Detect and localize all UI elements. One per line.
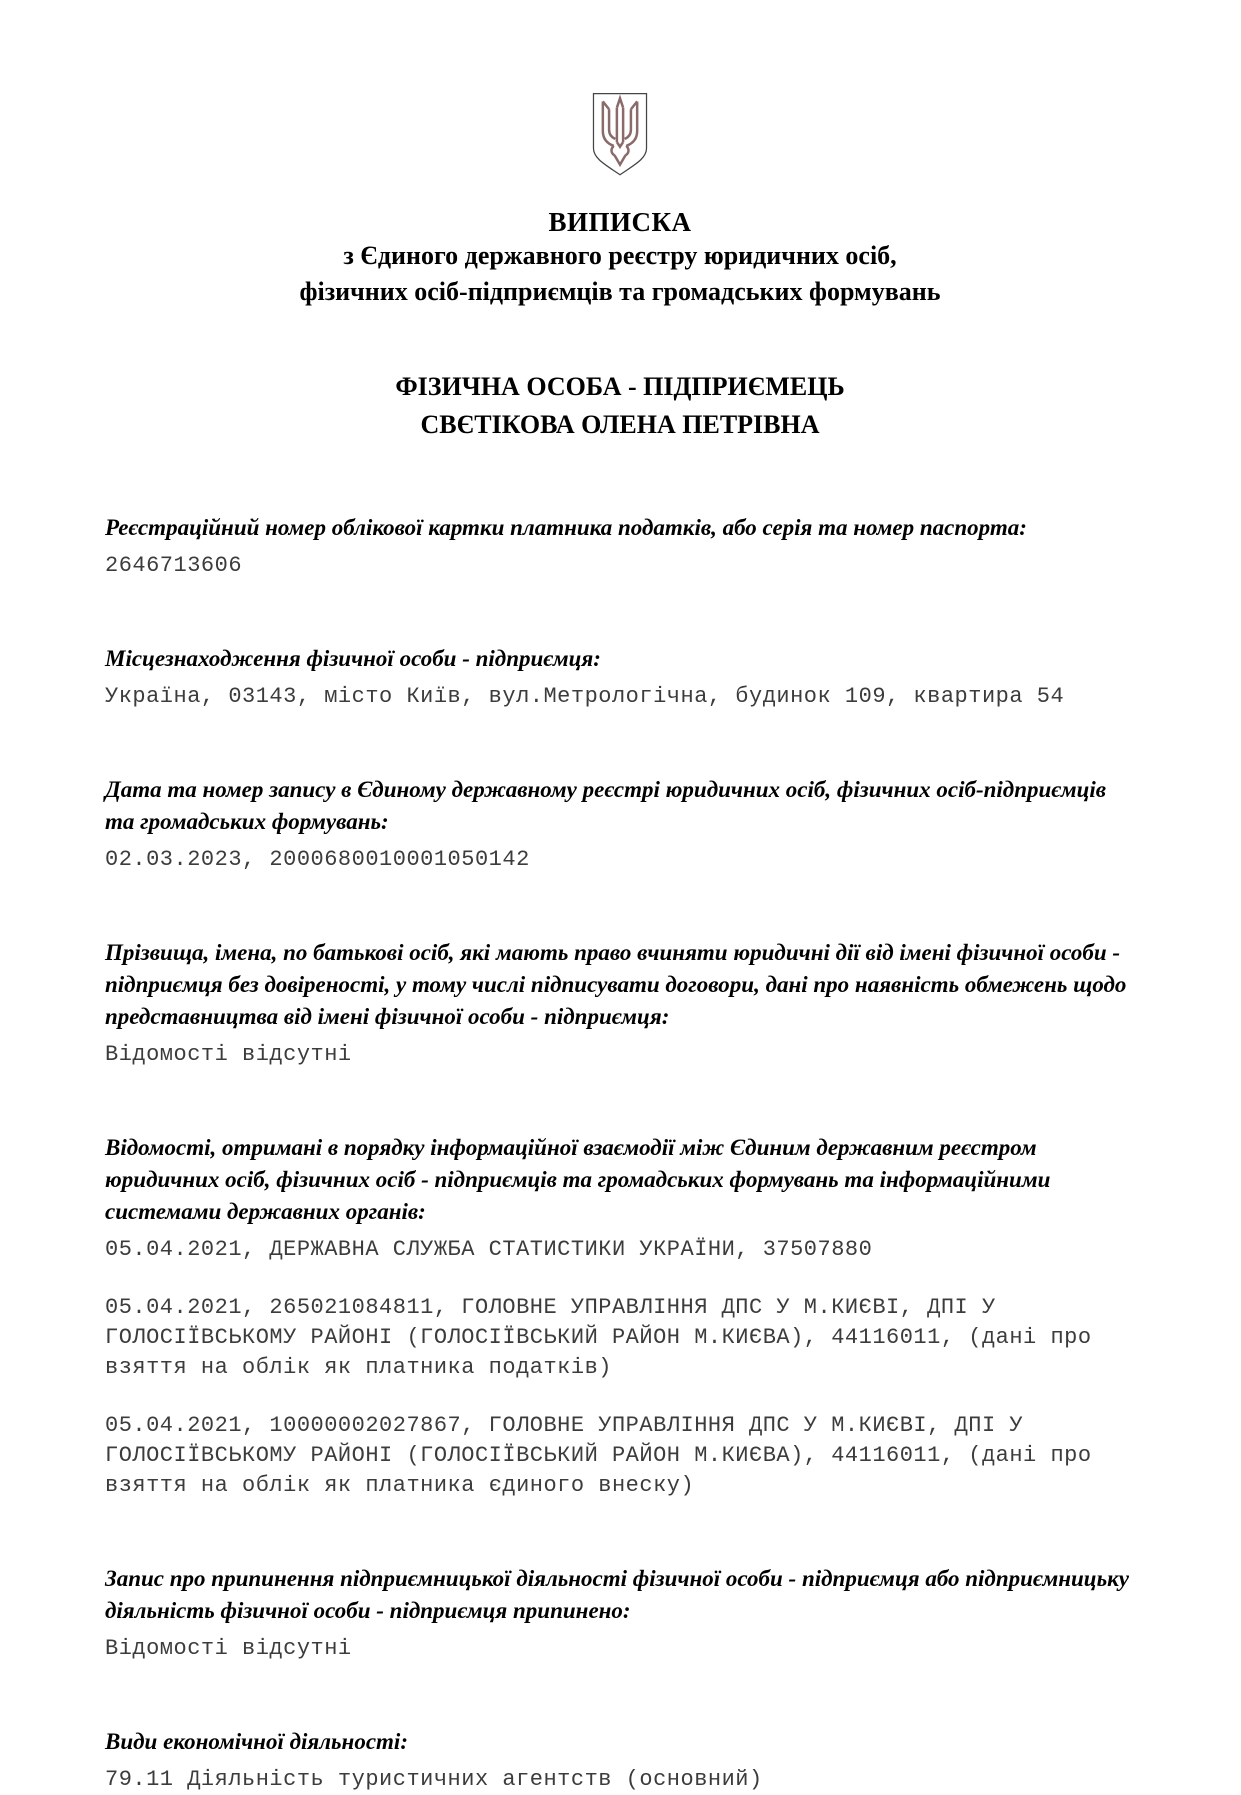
subject-block (105, 368, 1135, 444)
section-label: Прізвища, імена, по батькові осіб, які мають право вчиняти юридичні дії від імені фізичної особи - підприємця без довіреності, у тому числі підписувати договори, дані про наявність обмежень щодо представництва від імені фізичної особи - підприємця: (105, 940, 1127, 1029)
section-record-date-number (105, 774, 1135, 875)
section-label: Запис про припинення підприємницької діяльності фізичної особи - підприємця або підприємницьку діяльність фізичної особи - підприємця припинено: (105, 1566, 1129, 1623)
document-title: ВИПИСКА (548, 207, 692, 237)
section-value: 2646713606 (105, 553, 243, 578)
subject-name: СВЄТІКОВА ОЛЕНА ПЕТРІВНА (420, 410, 820, 439)
section-value: 05.04.2021, 10000002027867, ГОЛОВНЕ УПРАВЛІННЯ ДПС У М.КИЄВІ, ДПІ У ГОЛОСІЇВСЬКОМУ РАЙОНІ (ГОЛОСІЇВСЬКИЙ РАЙОН М.КИЄВА), 44116011, (дані про взяття на облік як платника єдиного внеску) (105, 1413, 1092, 1498)
section-interagency-information (105, 1132, 1135, 1501)
section-value: Відомості відсутні (105, 1636, 352, 1661)
section-value: 79.11 Діяльність туристичних агентств (основний) (105, 1767, 763, 1792)
section-authorized-persons (105, 937, 1135, 1070)
section-value: Відомості відсутні (105, 1042, 352, 1067)
document-subtitle-line-1: з Єдиного державного реєстру юридичних осіб, (343, 241, 897, 270)
section-label: Дата та номер запису в Єдиному державному реєстрі юридичних осіб, фізичних осіб-підприємців та громадських формувань: (105, 777, 1107, 834)
section-label: Відомості, отримані в порядку інформаційної взаємодії між Єдиним державним реєстром юридичних осіб, фізичних осіб - підприємців та громадських формувань та інформаційними системами державних органів: (105, 1135, 1051, 1224)
section-termination-record (105, 1563, 1135, 1664)
section-tax-number (105, 512, 1135, 581)
section-value: 05.04.2021, 265021084811, ГОЛОВНЕ УПРАВЛІННЯ ДПС У М.КИЄВІ, ДПІ У ГОЛОСІЇВСЬКОМУ РАЙОНІ (ГОЛОСІЇВСЬКИЙ РАЙОН М.КИЄВА), 44116011, (дані про взяття на облік як платника податків) (105, 1295, 1092, 1380)
document-subtitle-line-2: фізичних осіб-підприємців та громадських формувань (299, 277, 941, 306)
section-economic-activities (105, 1726, 1135, 1795)
section-label: Види економічної діяльності: (105, 1729, 408, 1754)
document-header (105, 0, 1135, 444)
section-value: 05.04.2021, ДЕРЖАВНА СЛУЖБА СТАТИСТИКИ УКРАЇНИ, 37507880 (105, 1237, 873, 1262)
subject-type: ФІЗИЧНА ОСОБА - ПІДПРИЄМЕЦЬ (395, 372, 845, 401)
section-value: 02.03.2023, 2000680010001050142 (105, 847, 530, 872)
sections-container (105, 512, 1135, 1795)
section-label: Реєстраційний номер облікової картки платника податків, або серія та номер паспорта: (105, 515, 1027, 540)
section-value: Україна, 03143, місто Київ, вул.Метрологічна, будинок 109, квартира 54 (105, 684, 1065, 709)
section-location (105, 643, 1135, 712)
ukraine-trident-emblem-icon (581, 90, 659, 180)
section-label: Місцезнаходження фізичної особи - підприємця: (105, 646, 601, 671)
